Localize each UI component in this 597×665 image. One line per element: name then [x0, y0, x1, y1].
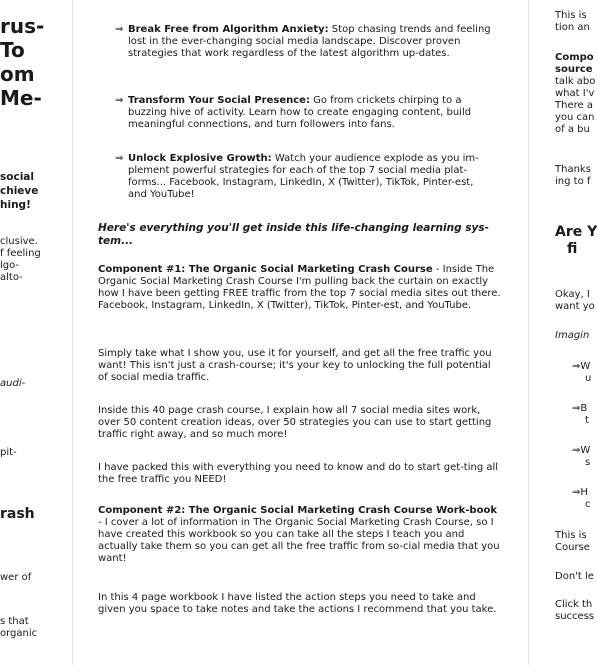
- text-line: what I'v: [555, 88, 595, 99]
- text-line: Thanks: [555, 164, 591, 175]
- text-line: Course: [555, 542, 590, 553]
- section-heading: fi: [567, 241, 578, 257]
- text-line: Imagin: [555, 330, 590, 341]
- benefit-bullet: [115, 95, 495, 131]
- text-line: lgo-: [0, 260, 20, 271]
- text-line: Compo: [555, 52, 594, 63]
- body-paragraph: Inside this 40 page crash course, I explain how all 7 social media sites work, over 50 content creation ideas, over 50 strategies you can use to start getting traffic right away, and so much more!: [98, 405, 492, 440]
- column-divider: [72, 0, 73, 665]
- body-paragraph: Simply take what I show you, use it for yourself, and get all the free traffic you want! This isn't just a crash-course; it's your key to unlocking the full potential of social media traffic.: [98, 348, 492, 383]
- section-heading: Are Y: [555, 224, 597, 240]
- subtitle-line: social: [0, 171, 34, 183]
- text-line: s: [585, 457, 591, 468]
- title-line: Me-: [0, 86, 42, 110]
- text-line: tion an: [555, 22, 590, 33]
- section-heading: rash: [0, 506, 35, 522]
- text-line: Don't le: [555, 571, 594, 582]
- bullet-text: Watch your audience explode as you im-plement powerful strategies for each of the top 7 social media plat-forms... Facebook, Instagram, LinkedIn, X (Twitter), TikTok, Pinter-est, and YouTube!: [128, 153, 479, 200]
- right-column: [555, 0, 597, 665]
- text-line: There a: [555, 100, 593, 111]
- text-line: s that: [0, 616, 29, 627]
- benefit-bullet: [115, 24, 495, 60]
- component-text: - I cover a lot of information in The Organic Social Marketing Crash Course, so I have created this workbook so you can take all the steps I teach you and actually take them so you can get all the free traffic from so-cial media that you want!: [98, 517, 500, 564]
- body-paragraph: I have packed this with everything you need to know and do to start get-ting all the free traffic you NEED!: [98, 462, 499, 485]
- text-line: ⇒W: [572, 361, 591, 372]
- bullet-title: Break Free from Algorithm Anxiety:: [128, 24, 329, 35]
- text-line: audi-: [0, 378, 26, 389]
- text-line: ⇒H: [572, 487, 588, 498]
- bullet-title: Transform Your Social Presence:: [128, 95, 310, 106]
- text-line: ing to f: [555, 176, 591, 187]
- text-line: organic: [0, 628, 38, 639]
- bullet-text: Go from crickets chirping to a buzzing hive of activity. Learn how to create engaging content, build meaningful connections, and turn followers into fans.: [128, 95, 472, 130]
- text-line: talk abo: [555, 76, 596, 87]
- main-column: [96, 0, 508, 665]
- text-line: pit-: [0, 447, 17, 458]
- text-line: f feeling: [0, 248, 41, 259]
- subtitle-line: hing!: [0, 199, 31, 211]
- column-divider: [528, 0, 529, 665]
- bullet-text: Stop chasing trends and feeling lost in the ever-changing social media landscape. Discover proven strategies that work regardless of the latest algorithm up-dates.: [128, 24, 491, 59]
- title-line: om: [0, 62, 35, 86]
- text-line: of a bu: [555, 124, 590, 135]
- text-line: ⇒B: [572, 403, 588, 414]
- text-line: u: [585, 373, 592, 384]
- text-line: Click th: [555, 599, 593, 610]
- text-line: wer of: [0, 572, 32, 583]
- text-line: This is: [555, 10, 587, 21]
- component-paragraph: [98, 505, 502, 565]
- text-line: c: [585, 499, 591, 510]
- arrow-icon: ⇒: [115, 95, 124, 106]
- text-line: alto-: [0, 272, 23, 283]
- subtitle-line: chieve: [0, 185, 39, 197]
- text-line: ⇒W: [572, 445, 591, 456]
- arrow-icon: ⇒: [115, 24, 124, 35]
- component-text: - Inside The Organic Social Marketing Crash Course I'm pulling back the curtain on exactly how I have been getting FREE traffic from the top 7 social media sites out there. Facebook, Instagram, LinkedIn, X (Twitter), TikTok, Pinter-est, and YouTube.: [98, 264, 501, 311]
- text-line: t: [585, 415, 589, 426]
- component-title: Component #2: The Organic Social Marketing Crash Course Work-book: [98, 505, 497, 516]
- left-column: [0, 0, 72, 665]
- bullet-title: Unlock Explosive Growth:: [128, 153, 272, 164]
- text-line: want yo: [555, 301, 595, 312]
- component-title: Component #1: The Organic Social Marketing Crash Course: [98, 264, 433, 275]
- text-line: Okay, I: [555, 289, 590, 300]
- text-line: success: [555, 611, 595, 622]
- text-line: clusive.: [0, 236, 38, 247]
- text-line: This is: [555, 530, 587, 541]
- lead-heading: Here's everything you'll get inside this life-changing learning sys-tem...: [98, 222, 489, 247]
- arrow-icon: ⇒: [115, 153, 124, 164]
- body-paragraph: In this 4 page workbook I have listed the action steps you need to take and given you space to take notes and take the actions I recommend that you take.: [98, 592, 497, 615]
- title-line: rus-: [0, 14, 45, 38]
- benefit-bullet: [115, 153, 495, 201]
- text-line: you can: [555, 112, 595, 123]
- component-paragraph: [98, 264, 502, 312]
- title-line: To: [0, 38, 25, 62]
- text-line: source: [555, 64, 593, 75]
